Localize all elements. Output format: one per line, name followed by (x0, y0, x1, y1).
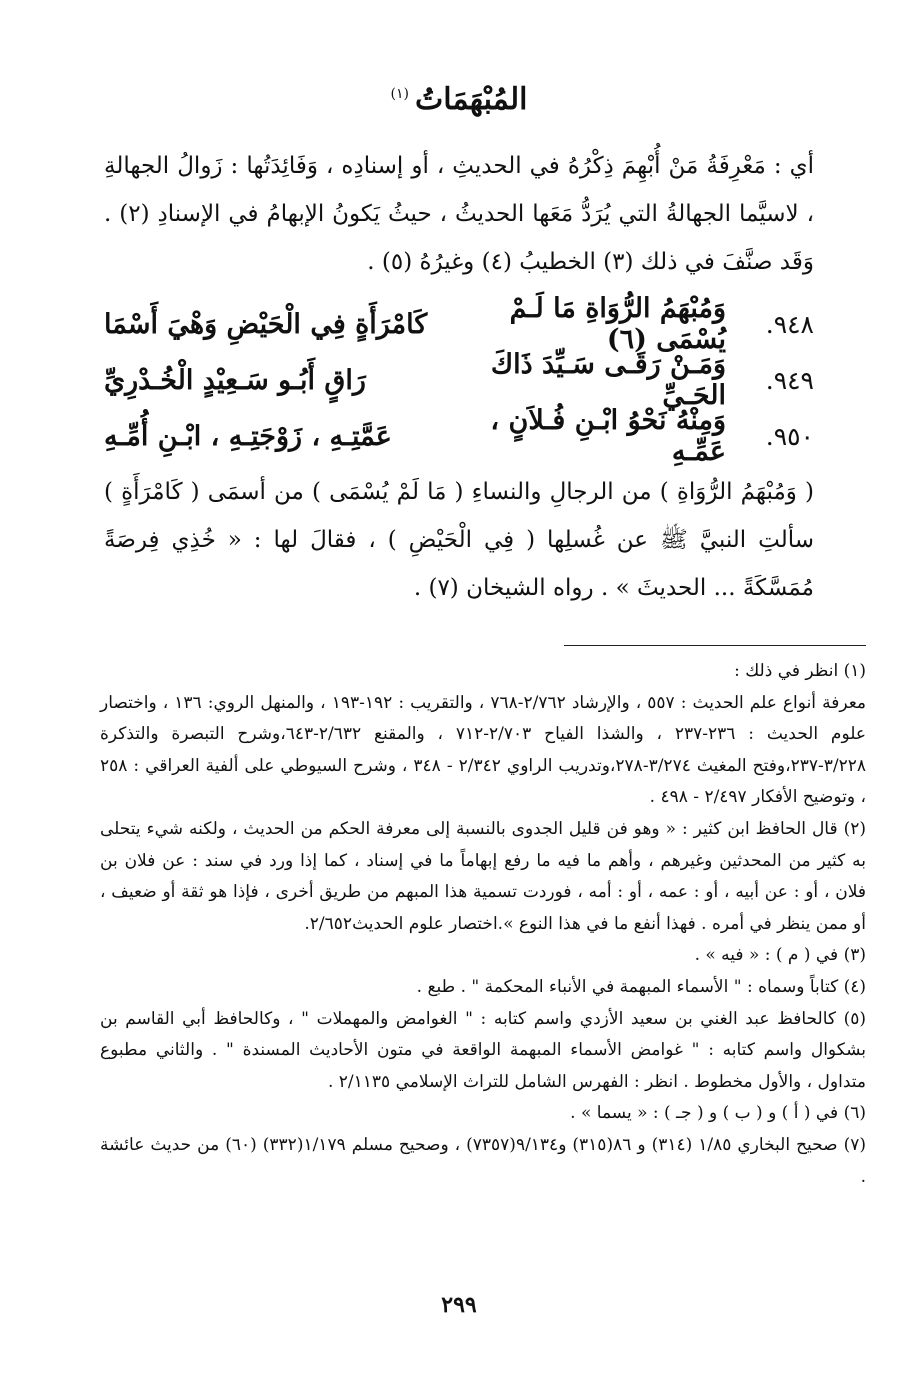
verse-second-hemistich: كَامْرَأَةٍ فِي الْحَيْضِ وَهْيَ أَسْمَا (104, 308, 428, 340)
title-footnote-marker: (١) (390, 86, 410, 102)
footnote: (٤) كتاباً وسماه : " الأسماء المبهمة في الأنباء المحكمة " . طبع . (416, 976, 866, 997)
footnote-separator (564, 645, 866, 646)
verse-number: ٩٥٠. (765, 421, 814, 451)
verse-line (104, 349, 814, 411)
commentary-paragraph: ( وَمُبْهَمُ الرُّوَاةِ ) من الرجالِ والنساءِ ( مَا لَمْ يُسْمَى ) من أسمَى ( كَامْرَأَةٍ ) سألتِ النبيَّ ﷺ عن غُسلِها ( فِي الْحَيْضِ ) ، فقالَ لها : « خُذِي فِرصَةً مُمَسَّكَةً ... الحديثَ » . رواه الشيخان (٧) . (104, 479, 814, 601)
footnote: (١) انظر في ذلك : (734, 661, 866, 681)
verse-line (104, 293, 814, 355)
verse-line (104, 405, 814, 467)
verse-first-hemistich: وَمُبْهَمُ الرُّوَاةِ مَا لَـمْ يُسْمَى (٦) (509, 293, 726, 355)
intro-paragraph: أي : مَعْرِفَةُ مَنْ أُبْهِمَ ذِكْرُهُ في الحديثِ ، أو إسنادِه ، وَفَائِدَتُها : زَوالُ الجهالةِ ، لاسيَّما الجهالةُ التي يُرَدُّ مَعَها الحديثُ ، حيثُ يَكونُ الإبهامُ في الإسنادِ (٢) . وَقَد صنَّفَ في ذلك (٣) الخطيبُ (٤) وغيرُهُ (٥) . (104, 153, 814, 275)
verse-first-hemistich: وَمِنْهُ نَحْوُ ابْـنِ فُـلاَنٍ ، عَمِّـهِ (490, 405, 726, 467)
verse-first-hemistich: وَمَـنْ رَقَـى سَـيِّدَ ذَاكَ الحَـيِّ (490, 349, 726, 411)
footnote: معرفة أنواع علم الحديث : ٥٥٧ ، والإرشاد ٢/٧٦٢-٧٦٨ ، والتقريب : ١٩٢-١٩٣ ، والمنهل الروي: ١٣٦ ، واختصار علوم الحديث : ٢٣٦-٢٣٧ ، والشذا الفياح ٢/٧٠٣-٧١٢ ، والمقنع ٢/٦٣٢-٦٤٣،وشرح التبصرة والتذكرة ٣/٢٢٨-٢٣٧،وفتح المغيث ٣/٢٧٤-٢٧٨،وتدريب الراوي ٢/٣٤٢ - ٣٤٨ ، وشرح السيوطي على ألفية العراقي : ٢٥٨ ، وتوضيح الأفكار ٢/٤٩٧ - ٤٩٨ . (100, 692, 867, 808)
footnote: (٧) صحيح البخاري ١/٨٥ (٣١٤) و ٨٦(٣١٥) و٩/١٣٤(٧٣٥٧) ، وصحيح مسلم ١/١٧٩(٣٣٢) (٦٠) من حديث عائشة . (100, 1134, 866, 1187)
verse-block (104, 293, 814, 467)
verse-number: ٩٤٨. (765, 309, 814, 339)
chapter-title (0, 82, 918, 117)
verse-second-hemistich: رَاقٍ أَبُـو سَـعِيْدٍ الْخُـدْرِيِّ (104, 364, 366, 396)
footnote: (٥) كالحافظ عبد الغني بن سعيد الأزدي واسم كتابه : " الغوامض والمهملات " ، وكالحافظ أبي القاسم بن بشكوال واسم كتابه : " غوامض الأسماء المبهمة الواقعة في متون الأحاديث المسندة " . والثاني مطبوع متداول ، والأول مخطوط . انظر : الفهرس الشامل للتراث الإسلامي ٢/١١٣٥ . (100, 1008, 866, 1092)
footnote: (٦) في ( أ ) و ( ب ) و ( جـ ) : « يسما » . (570, 1103, 866, 1124)
footnote: (٣) في ( م ) : « فيه » . (694, 945, 866, 966)
verse-number: ٩٤٩. (765, 365, 814, 395)
footnotes (100, 656, 866, 1193)
verse-second-hemistich: عَمَّتِـهِ ، زَوْجَتِـهِ ، ابْـنِ أُمِّـهِ (104, 420, 392, 452)
page-number: ٢٩٩ (441, 1292, 477, 1318)
chapter-title-text: المُبْهَمَاتُ (415, 82, 528, 117)
footnote: (٢) قال الحافظ ابن كثير : « وهو فن قليل الجدوى بالنسبة إلى معرفة الحكم من الحديث ، ولكنه شيء يتحلى به كثير من المحدثين وغيرهم ، وأهم ما فيه ما رفع إبهاماً ما في إسناد ، كما إذا ورد في سند : عن فلان بن فلان ، أو : عن أبيه ، أو : عمه ، أو : أمه ، فوردت تسمية هذا المبهم من طريق أخرى ، فإذا هو ثقة أو ضعيف ، أو ممن ينظر في أمره . فهذا أنفع ما في هذا النوع ».اختصار علوم الحديث٢/٦٥٢. (100, 818, 866, 934)
